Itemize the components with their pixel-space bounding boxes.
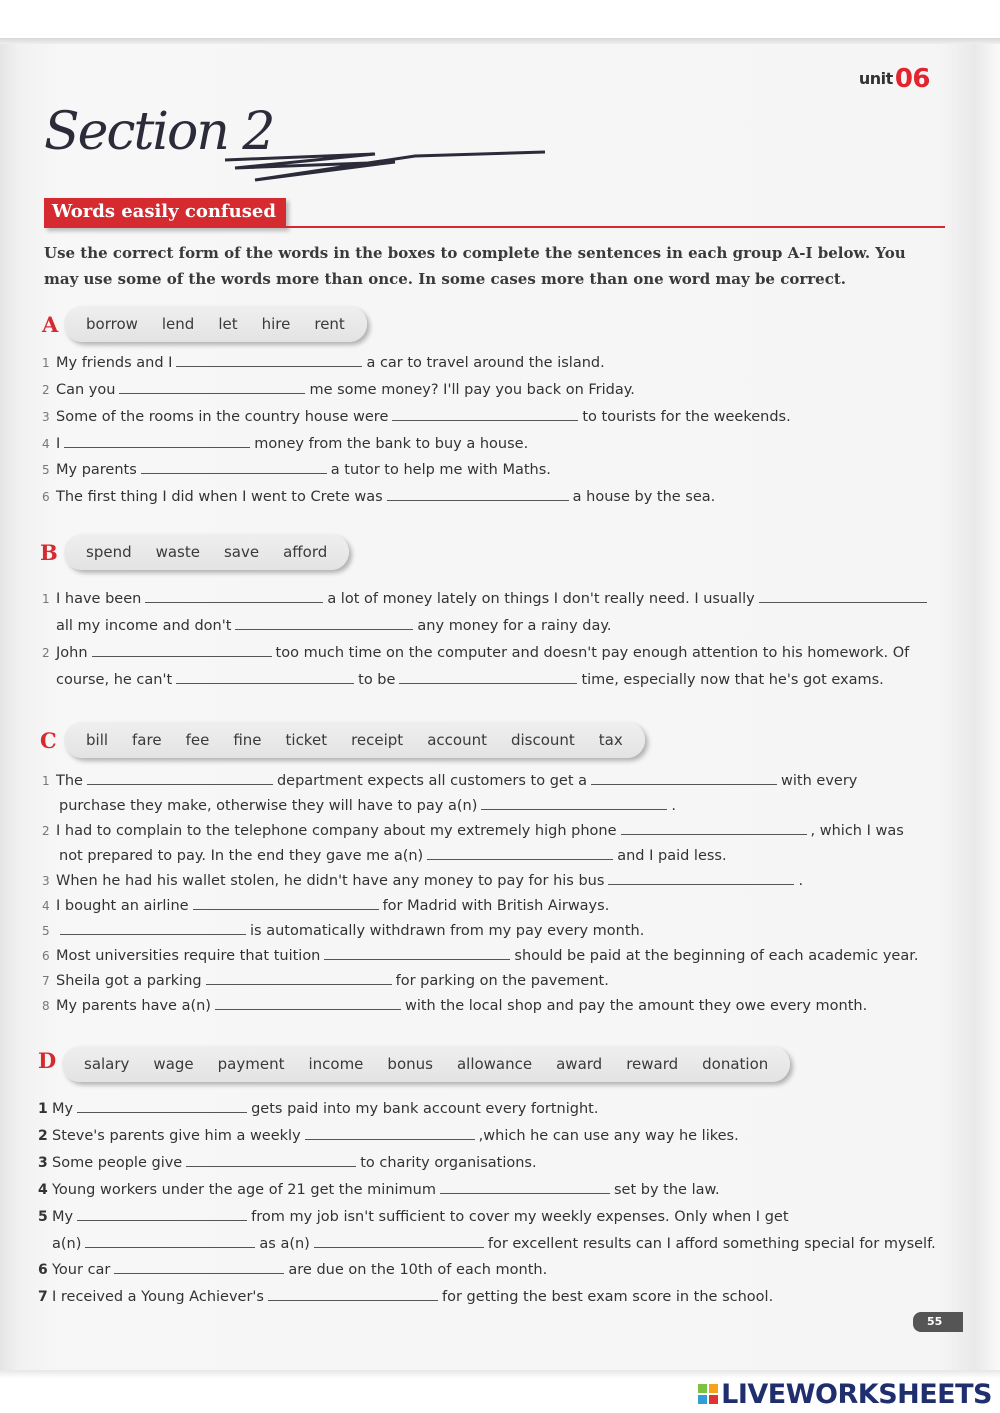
exercise-line: 3 When he had his wallet stolen, he didn't have any money to pay for his bus . xyxy=(42,873,804,889)
answer-blank[interactable] xyxy=(92,644,272,657)
answer-blank[interactable] xyxy=(399,671,577,684)
section-title: Section 2 xyxy=(44,102,274,162)
unit-word: unit xyxy=(858,69,893,88)
answer-blank[interactable] xyxy=(387,488,569,501)
word-chip: allowance xyxy=(456,1055,533,1073)
exercise-line: 5 My from my job isn't sufficient to cover my weekly expenses. Only when I get xyxy=(38,1209,789,1225)
word-chip: reward xyxy=(626,1055,679,1073)
answer-blank[interactable] xyxy=(145,590,323,603)
exercise-line: 5 My parents a tutor to help me with Maths. xyxy=(42,462,551,478)
group-c-word-box xyxy=(64,722,645,758)
answer-blank[interactable] xyxy=(77,1100,247,1113)
answer-blank[interactable] xyxy=(85,1235,255,1248)
exercise-line: 6 Your car are due on the 10th of each month. xyxy=(38,1262,548,1278)
exercise-line: 2 John too much time on the computer and doesn't pay enough attention to his homework. Of xyxy=(42,645,910,661)
answer-blank[interactable] xyxy=(621,822,807,835)
word-chip: borrow xyxy=(86,315,138,333)
answer-blank[interactable] xyxy=(314,1235,484,1248)
group-c-letter: C xyxy=(40,728,57,753)
watermark-text: LIVEWORKSHEETS xyxy=(721,1378,992,1410)
exercise-line: 7 Sheila got a parking for parking on the pavement. xyxy=(42,973,609,989)
word-chip: discount xyxy=(510,731,575,749)
answer-blank[interactable] xyxy=(119,381,305,394)
answer-blank[interactable] xyxy=(176,354,362,367)
word-chip: rent xyxy=(314,315,345,333)
word-chip: payment xyxy=(217,1055,285,1073)
answer-blank[interactable] xyxy=(193,897,379,910)
word-chip: bill xyxy=(86,731,109,749)
answer-blank[interactable] xyxy=(60,922,246,935)
answer-blank[interactable] xyxy=(77,1208,247,1221)
page-number: 55 xyxy=(913,1312,963,1332)
word-chip: receipt xyxy=(351,731,404,749)
answer-blank[interactable] xyxy=(759,590,927,603)
word-chip: tax xyxy=(598,731,623,749)
answer-blank[interactable] xyxy=(87,772,273,785)
word-chip: lend xyxy=(161,315,195,333)
exercise-line: 1 I have been a lot of money lately on things I don't really need. I usually xyxy=(42,590,931,607)
exercise-line: 8 My parents have a(n) with the local shop and pay the amount they owe every month. xyxy=(42,998,868,1014)
answer-blank[interactable] xyxy=(481,797,667,810)
group-b-letter: B xyxy=(40,540,58,565)
exercise-line: 1 My friends and I a car to travel around the island. xyxy=(42,355,605,371)
word-chip: fare xyxy=(132,731,162,749)
answer-blank[interactable] xyxy=(392,408,578,421)
exercise-line: 4 Young workers under the age of 21 get the minimum set by the law. xyxy=(38,1182,720,1198)
exercise-line: 3 Some people give to charity organisations. xyxy=(38,1155,537,1171)
exercise-line: 6 The first thing I did when I went to Crete was a house by the sea. xyxy=(42,489,716,505)
answer-blank[interactable] xyxy=(141,461,327,474)
word-chip: spend xyxy=(86,543,132,561)
word-chip: wage xyxy=(153,1055,194,1073)
word-chip: hire xyxy=(261,315,291,333)
answer-blank[interactable] xyxy=(324,947,510,960)
exercise-line: 4 I money from the bank to buy a house. xyxy=(42,436,529,452)
exercise-line: purchase they make, otherwise they will have to pay a(n) . xyxy=(59,798,676,814)
page-top-edge xyxy=(0,38,1000,44)
word-chip: save xyxy=(223,543,260,561)
unit-number: 06 xyxy=(894,64,930,94)
exercise-line: 2 Can you me some money? I'll pay you back on Friday. xyxy=(42,382,635,398)
answer-blank[interactable] xyxy=(176,671,354,684)
answer-blank[interactable] xyxy=(186,1154,356,1167)
exercise-line: all my income and don't any money for a rainy day. xyxy=(56,618,612,634)
exercise-line: 2 Steve's parents give him a weekly ,which he can use any way he likes. xyxy=(38,1128,739,1144)
answer-blank[interactable] xyxy=(608,872,794,885)
word-chip: let xyxy=(218,315,238,333)
exercise-line: 3 Some of the rooms in the country house were to tourists for the weekends. xyxy=(42,409,791,425)
word-chip: account xyxy=(427,731,487,749)
word-chip: fee xyxy=(185,731,210,749)
group-a-word-box xyxy=(64,306,367,342)
answer-blank[interactable] xyxy=(268,1288,438,1301)
word-chip: bonus xyxy=(387,1055,433,1073)
answer-blank[interactable] xyxy=(215,997,401,1010)
group-a-letter: A xyxy=(42,312,59,337)
exercise-line: 1 My gets paid into my bank account every fortnight. xyxy=(38,1101,599,1117)
word-chip: award xyxy=(556,1055,603,1073)
title-scribble-decoration xyxy=(215,140,555,190)
exercise-line: 7 I received a Young Achiever's for getting the best exam score in the school. xyxy=(38,1289,774,1305)
liveworksheets-watermark xyxy=(698,1378,992,1410)
answer-blank[interactable] xyxy=(591,772,777,785)
exercise-line: not prepared to pay. In the end they gave me a(n) and I paid less. xyxy=(59,848,727,864)
exercise-line: a(n) as a(n) for excellent results can I afford something special for myself. xyxy=(52,1236,936,1252)
group-b-word-box xyxy=(64,534,349,570)
word-chip: salary xyxy=(84,1055,130,1073)
answer-blank[interactable] xyxy=(114,1261,284,1274)
page-background xyxy=(0,38,1000,1378)
exercise-line: course, he can't to be time, especially now that he's got exams. xyxy=(56,672,884,688)
liveworksheets-logo-icon xyxy=(698,1384,718,1404)
group-d-letter: D xyxy=(38,1048,57,1073)
word-chip: income xyxy=(308,1055,364,1073)
exercise-line: 4 I bought an airline for Madrid with British Airways. xyxy=(42,898,610,914)
answer-blank[interactable] xyxy=(64,435,250,448)
category-banner: Words easily confused xyxy=(44,198,286,228)
exercise-line: 5 is automatically withdrawn from my pay every month. xyxy=(42,923,645,939)
category-rule xyxy=(270,226,945,228)
word-chip: ticket xyxy=(285,731,328,749)
answer-blank[interactable] xyxy=(235,617,413,630)
word-chip: donation xyxy=(702,1055,769,1073)
answer-blank[interactable] xyxy=(440,1181,610,1194)
exercise-line: 1 The department expects all customers to get a with every xyxy=(42,773,858,789)
instructions-text: Use the correct form of the words in the boxes to complete the sentences in each group A-I below. You may use some of the words more than once. In some cases more than one word may be correct. xyxy=(44,244,906,288)
answer-blank[interactable] xyxy=(206,972,392,985)
word-chip: afford xyxy=(283,543,328,561)
word-chip: waste xyxy=(155,543,200,561)
exercise-line: 6 Most universities require that tuition should be paid at the beginning of each academic year. xyxy=(42,948,919,964)
word-chip: fine xyxy=(233,731,262,749)
exercise-line: 2 I had to complain to the telephone company about my extremely high phone , which I was xyxy=(42,823,904,839)
group-d-word-box xyxy=(62,1046,790,1082)
answer-blank[interactable] xyxy=(305,1127,475,1140)
page-bottom-edge xyxy=(0,1370,1000,1378)
unit-label xyxy=(859,64,930,94)
answer-blank[interactable] xyxy=(427,847,613,860)
